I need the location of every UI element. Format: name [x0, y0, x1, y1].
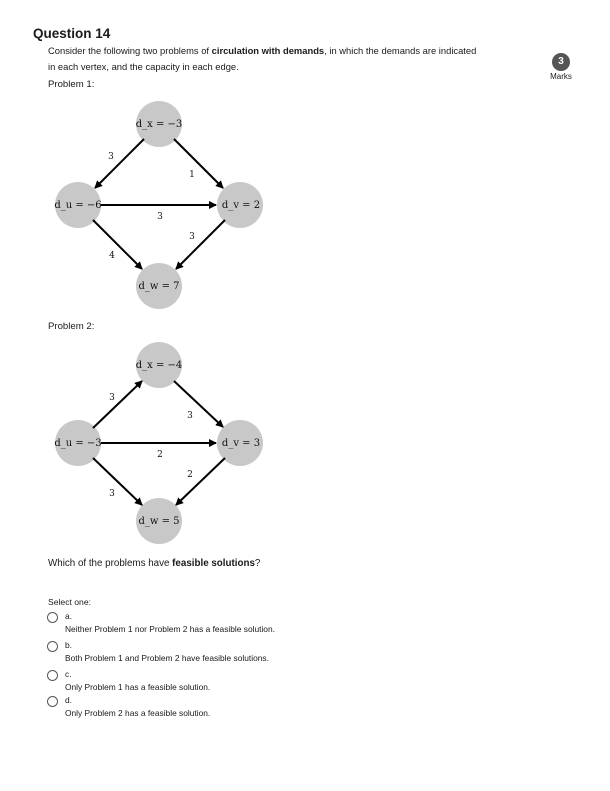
p1-label-w: d_w = 7 — [138, 281, 180, 292]
option-b-radio[interactable] — [47, 641, 58, 652]
prompt-text-2: ? — [254, 558, 261, 569]
question-title: Question 14 — [33, 26, 111, 41]
p1-edge-v-w — [176, 220, 225, 269]
p2-label-v: d_v = 3 — [221, 438, 261, 449]
problem-1-graph — [0, 95, 300, 310]
intro-bold: circulation with demands — [211, 45, 325, 56]
option-d-radio[interactable] — [47, 696, 58, 707]
p1-edge-x-v — [174, 139, 223, 188]
p2-edge-u-w — [93, 458, 142, 505]
p2-label-x: d_x = −4 — [135, 360, 183, 371]
question-intro — [48, 43, 518, 75]
p1-edge-x-u — [95, 139, 144, 188]
p1-cap-u-v: 3 — [157, 212, 163, 222]
prompt-text-1: Which of the problems have — [48, 558, 173, 569]
p2-cap-u-x: 3 — [109, 393, 115, 403]
p2-edge-u-x — [93, 381, 142, 428]
p1-cap-x-u: 3 — [108, 152, 114, 162]
p1-label-u: d_u = −6 — [54, 200, 102, 211]
option-d-text[interactable]: Only Problem 2 has a feasible solution. — [65, 708, 211, 718]
option-a-letter: a. — [65, 611, 72, 621]
p2-cap-u-w: 3 — [109, 489, 115, 499]
option-c-text[interactable]: Only Problem 1 has a feasible solution. — [65, 682, 211, 692]
intro-text-2: , in which the demands are indicated — [324, 45, 477, 56]
question-prompt — [48, 558, 260, 569]
intro-text-1: Consider the following two problems of — [48, 45, 212, 56]
p2-label-w: d_w = 5 — [138, 516, 180, 527]
p1-cap-x-v: 1 — [189, 170, 195, 180]
p1-cap-v-w: 3 — [189, 232, 195, 242]
option-a-radio[interactable] — [47, 612, 58, 623]
option-b-letter: b. — [65, 640, 72, 650]
p1-label-x: d_x = −3 — [135, 119, 183, 130]
p1-edge-u-w — [93, 220, 142, 269]
option-c-radio[interactable] — [47, 670, 58, 681]
option-c-letter: c. — [65, 669, 72, 679]
p2-cap-v-w: 2 — [187, 470, 193, 480]
option-d-letter: d. — [65, 695, 72, 705]
p2-cap-x-v: 3 — [187, 411, 193, 421]
prompt-bold: feasible solutions — [172, 558, 255, 569]
problem-2-graph — [0, 340, 300, 550]
p1-label-v: d_v = 2 — [221, 200, 261, 211]
p1-cap-u-w: 4 — [109, 251, 115, 261]
problem-1-label: Problem 1: — [48, 79, 95, 90]
option-b-text[interactable]: Both Problem 1 and Problem 2 have feasible solutions. — [65, 653, 269, 663]
marks-badge: 3 — [552, 53, 570, 71]
problem-2-label: Problem 2: — [48, 321, 95, 332]
intro-text-3: in each vertex, and the capacity in each edge. — [48, 61, 239, 72]
p2-edge-x-v — [174, 381, 223, 427]
option-a-text[interactable]: Neither Problem 1 nor Problem 2 has a feasible solution. — [65, 624, 275, 634]
p2-label-u: d_u = −3 — [54, 438, 102, 449]
p2-edge-v-w — [176, 458, 225, 505]
p2-cap-u-v: 2 — [157, 450, 163, 460]
marks-label: Marks — [550, 72, 572, 81]
select-one-label: Select one: — [48, 597, 91, 607]
